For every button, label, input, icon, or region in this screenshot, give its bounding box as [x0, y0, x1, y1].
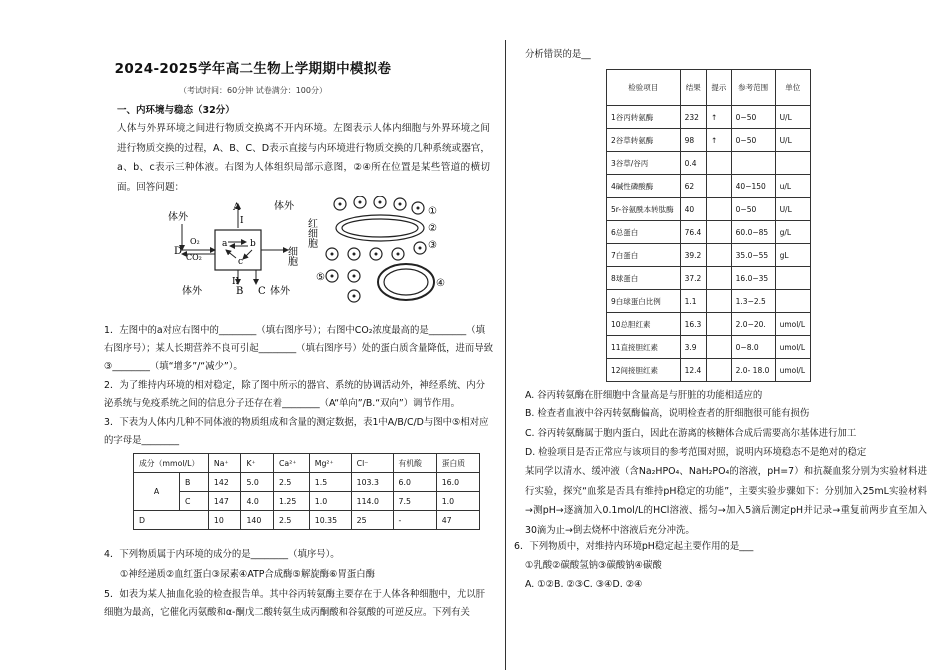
t2-cell: [707, 244, 732, 267]
t2-cell: umol/L: [775, 313, 810, 336]
table-row: [607, 221, 811, 244]
t2-cell: [707, 221, 732, 244]
t1-header-0: 成分（mmol/L）: [134, 454, 209, 473]
t1-cell: 25: [351, 511, 393, 530]
t1-header-5: Cl⁻: [351, 454, 393, 473]
question-3: 3．下表为人体内几种不同体液的物质组成和含量的测定数据，表1中A/B/C/D与图中⑤相对应的字母是________: [104, 417, 489, 446]
t2-header: 单位: [775, 70, 810, 106]
t2-cell: 37.2: [680, 267, 706, 290]
t2-cell: 2谷草转氨酶: [607, 129, 681, 152]
question-6-items: ①乳酸②碳酸氢钠③碳酸钠④碳酸: [525, 560, 662, 571]
t2-cell: 0−8.0: [731, 336, 775, 359]
label-A: A: [233, 202, 241, 213]
t2-cell: 60.0−85: [731, 221, 775, 244]
t1-cell: 142: [208, 473, 241, 492]
t1-cell: B: [180, 473, 209, 492]
t2-header: 参考范围: [731, 70, 775, 106]
t2-cell: [707, 359, 732, 382]
t2-cell: umol/L: [775, 359, 810, 382]
t2-cell: 2.0−20.: [731, 313, 775, 336]
t1-cell: 47: [436, 511, 479, 530]
question-4-options: ①神经递质②血红蛋白③尿素④ATP合成酶⑤解旋酶⑥胃蛋白酶: [120, 569, 375, 580]
t1-header-7: 蛋白质: [436, 454, 479, 473]
t2-cell: [707, 152, 732, 175]
table-row: [607, 129, 811, 152]
t1-cell: 147: [208, 492, 241, 511]
lab-report-table: [606, 69, 811, 382]
t2-cell: 39.2: [680, 244, 706, 267]
label-outside-4: 体外: [270, 286, 290, 297]
t2-cell: 98: [680, 129, 706, 152]
table-row: [607, 359, 811, 382]
table-header-row: [607, 70, 811, 106]
t2-cell: [707, 175, 732, 198]
label-n3: ③: [428, 240, 437, 251]
table-row: [607, 313, 811, 336]
t2-cell: [707, 198, 732, 221]
body-exchange-diagram: [160, 196, 460, 306]
t1-cell: 16.0: [436, 473, 479, 492]
table-row: [607, 267, 811, 290]
t2-cell: 8球蛋白: [607, 267, 681, 290]
t1-cell: D: [134, 511, 209, 530]
t1-cell: 5.0: [241, 473, 274, 492]
label-rbc: 红细胞: [305, 218, 317, 248]
label-C: C: [258, 286, 266, 297]
label-b: b: [250, 239, 256, 249]
label-c: c: [238, 257, 244, 267]
t2-cell: 16.0−35: [731, 267, 775, 290]
t2-cell: 16.3: [680, 313, 706, 336]
label-a: a: [222, 239, 228, 249]
intro-paragraph: 人体与外界环境之间进行物质交换离不开内环境。左图表示人体内细胞与外界环境之间进行物质交换的过程，A、B、C、D表示直接与内环境进行物质交换的几种系统或器官，a、b、c表示三种体液。右图为人体组织局部示意图，②④所在位置是某些管道的横切面。回答问题：: [117, 123, 490, 193]
experiment-paragraph: 某同学以清水、缓冲液（含Na₂HPO₄、NaH₂PO₄的溶液，pH=7）和抗凝血浆分别为实验材料进行实验，探究“血浆是否具有维持pH稳定的功能”，主要实验步骤如下：分别加入25mL实验材料→测pH→逐滴加入0.1mol/L的HCl溶液、摇匀→加入5滴后测定pH并记录→重复前两步直至加入30滴为止→倒去烧杯中溶液后充分冲洗。: [525, 466, 927, 536]
question-6: 6．下列物质中，对维持内环境pH稳定起主要作用的是___: [514, 541, 754, 552]
t2-cell: 12间接胆红素: [607, 359, 681, 382]
t1-cell: 1.5: [309, 473, 351, 492]
q5-option-c[interactable]: C. 谷丙转氨酶属于胞内蛋白，因此在游离的核糖体合成后需要高尔基体进行加工: [525, 428, 857, 439]
label-cell: 细胞: [285, 246, 297, 266]
t2-cell: 232: [680, 106, 706, 129]
t2-cell: 7白蛋白: [607, 244, 681, 267]
table-row: [607, 244, 811, 267]
table-row: [607, 175, 811, 198]
t2-header: 提示: [707, 70, 732, 106]
t1-cell: 2.5: [273, 511, 309, 530]
t2-cell: U/L: [775, 129, 810, 152]
t2-cell: [707, 267, 732, 290]
q5-option-a[interactable]: A. 谷丙转氨酶在肝细胞中含量高是与肝脏的功能相适应的: [525, 390, 763, 401]
t2-cell: g/L: [775, 221, 810, 244]
t2-cell: 40: [680, 198, 706, 221]
table-row: [134, 473, 480, 492]
t2-cell: 9白球蛋白比例: [607, 290, 681, 313]
label-CO2: CO₂: [186, 253, 202, 262]
fluid-composition-table: [133, 453, 480, 530]
t1-cell: 1.0: [309, 492, 351, 511]
label-n5: ⑤: [316, 272, 325, 283]
label-outside-2: 体外: [274, 201, 294, 212]
t2-cell: 0−50: [731, 129, 775, 152]
t1-cell: -: [393, 511, 436, 530]
t2-cell: 11直接胆红素: [607, 336, 681, 359]
t1-cell: 2.5: [273, 473, 309, 492]
t2-cell: 0−50: [731, 198, 775, 221]
question-5-continued: 分析错误的是__: [525, 49, 591, 60]
table-row: [134, 492, 480, 511]
t2-cell: 4碱性磷酸酶: [607, 175, 681, 198]
t2-cell: 1.1: [680, 290, 706, 313]
t1-header-3: Ca²⁺: [273, 454, 309, 473]
question-4: 4．下列物质属于内环境的成分的是________（填序号）。: [104, 549, 340, 560]
t1-header-4: Mg²⁺: [309, 454, 351, 473]
t1-cell: C: [180, 492, 209, 511]
t2-cell: [731, 152, 775, 175]
t1-header-1: Na⁺: [208, 454, 241, 473]
label-O2: O₂: [190, 237, 200, 246]
q5-option-b[interactable]: B. 检查者血液中谷丙转氨酶偏高，说明检查者的肝细胞很可能有损伤: [525, 408, 810, 419]
t2-cell: 10总胆红素: [607, 313, 681, 336]
t2-cell: 3.9: [680, 336, 706, 359]
t1-cell: 103.3: [351, 473, 393, 492]
table-row: [134, 511, 480, 530]
t2-cell: [775, 290, 810, 313]
t1-cell: 1.0: [436, 492, 479, 511]
page-title: 2024-2025学年高二生物上学期期中模拟卷: [114, 61, 392, 77]
table-row: [607, 336, 811, 359]
t1-cell: 1.25: [273, 492, 309, 511]
t2-cell: U/L: [775, 106, 810, 129]
t2-cell: [707, 336, 732, 359]
t1-cell: 10: [208, 511, 241, 530]
t1-header-2: K⁺: [241, 454, 274, 473]
t2-cell: 3谷草/谷丙: [607, 152, 681, 175]
t1-header-6: 有机酸: [393, 454, 436, 473]
t1-cell: 114.0: [351, 492, 393, 511]
t2-cell: gL: [775, 244, 810, 267]
label-outside-1: 体外: [168, 212, 188, 223]
t2-cell: [707, 290, 732, 313]
label-D: D: [174, 246, 183, 257]
t1-group-A: A: [134, 473, 180, 511]
table-row: [607, 290, 811, 313]
question-1: 1．左图中的a对应右图中的________（填右图序号）；右图中CO₂浓度最高的是________（填右图序号）；某人长期营养不良可引起________（填右图序号）处的蛋白质含量降低，进而导致③________（填“增多”/“减少”）。: [104, 325, 494, 372]
t2-cell: [775, 267, 810, 290]
question-2: 2．为了维持内环境的相对稳定，除了图中所示的器官、系统的协调活动外，神经系统、内分泌系统与免疫系统之间的信息分子还存在着________（A“单向”/B.“双向”）调节作用。: [104, 380, 485, 409]
right-column: [506, 0, 950, 672]
question-6-options[interactable]: A. ①②B. ②③C. ③④D. ②④: [525, 579, 643, 590]
table-row: [607, 106, 811, 129]
t2-header: 结果: [680, 70, 706, 106]
section-heading: 一、内环境与稳态（32分）: [117, 105, 235, 116]
label-B: B: [236, 286, 244, 297]
t1-cell: 10.35: [309, 511, 351, 530]
t2-cell: [707, 313, 732, 336]
table-row: [607, 152, 811, 175]
t2-cell: 5r-谷氨酰本转肽酶: [607, 198, 681, 221]
t2-cell: 0−50: [731, 106, 775, 129]
label-II: II: [232, 277, 240, 287]
t2-cell: U/L: [775, 198, 810, 221]
t1-cell: 6.0: [393, 473, 436, 492]
t2-cell: 1谷丙转氨酶: [607, 106, 681, 129]
t2-header: 检验项目: [607, 70, 681, 106]
t2-cell: 1.3−2.5: [731, 290, 775, 313]
t2-cell: umol/L: [775, 336, 810, 359]
label-n2: ②: [428, 223, 437, 234]
exam-meta: （考试时间：60分钟 试卷满分：100分）: [179, 86, 327, 95]
label-n1: ①: [428, 206, 437, 217]
label-outside-3: 体外: [182, 286, 202, 297]
t1-cell: 4.0: [241, 492, 274, 511]
t1-cell: 7.5: [393, 492, 436, 511]
t2-cell: [775, 152, 810, 175]
t2-cell: 0.4: [680, 152, 706, 175]
t2-cell: 76.4: [680, 221, 706, 244]
t2-cell: ↑: [707, 106, 732, 129]
t2-cell: u/L: [775, 175, 810, 198]
t2-cell: 2.0- 18.0: [731, 359, 775, 382]
t2-cell: 35.0−55: [731, 244, 775, 267]
t1-cell: 140: [241, 511, 274, 530]
question-5: 5．如表为某人抽血化验的检查报告单。其中谷丙转氨酶主要存在于人体各种细胞中，尤以肝细胞为最高，它催化丙氨酸和α-酮戊二酸转氨生成丙酮酸和谷氨酸的可逆反应。下列有关: [104, 589, 485, 618]
t2-cell: ↑: [707, 129, 732, 152]
label-n4: ④: [436, 278, 445, 289]
t2-cell: 62: [680, 175, 706, 198]
t2-cell: 6总蛋白: [607, 221, 681, 244]
t2-cell: 40−150: [731, 175, 775, 198]
q5-option-d[interactable]: D. 检验项目是否正常应与该项目的参考范围对照，说明内环境稳态不是绝对的稳定: [525, 447, 867, 458]
table-row: [607, 198, 811, 221]
label-I: I: [240, 216, 244, 226]
t2-cell: 12.4: [680, 359, 706, 382]
